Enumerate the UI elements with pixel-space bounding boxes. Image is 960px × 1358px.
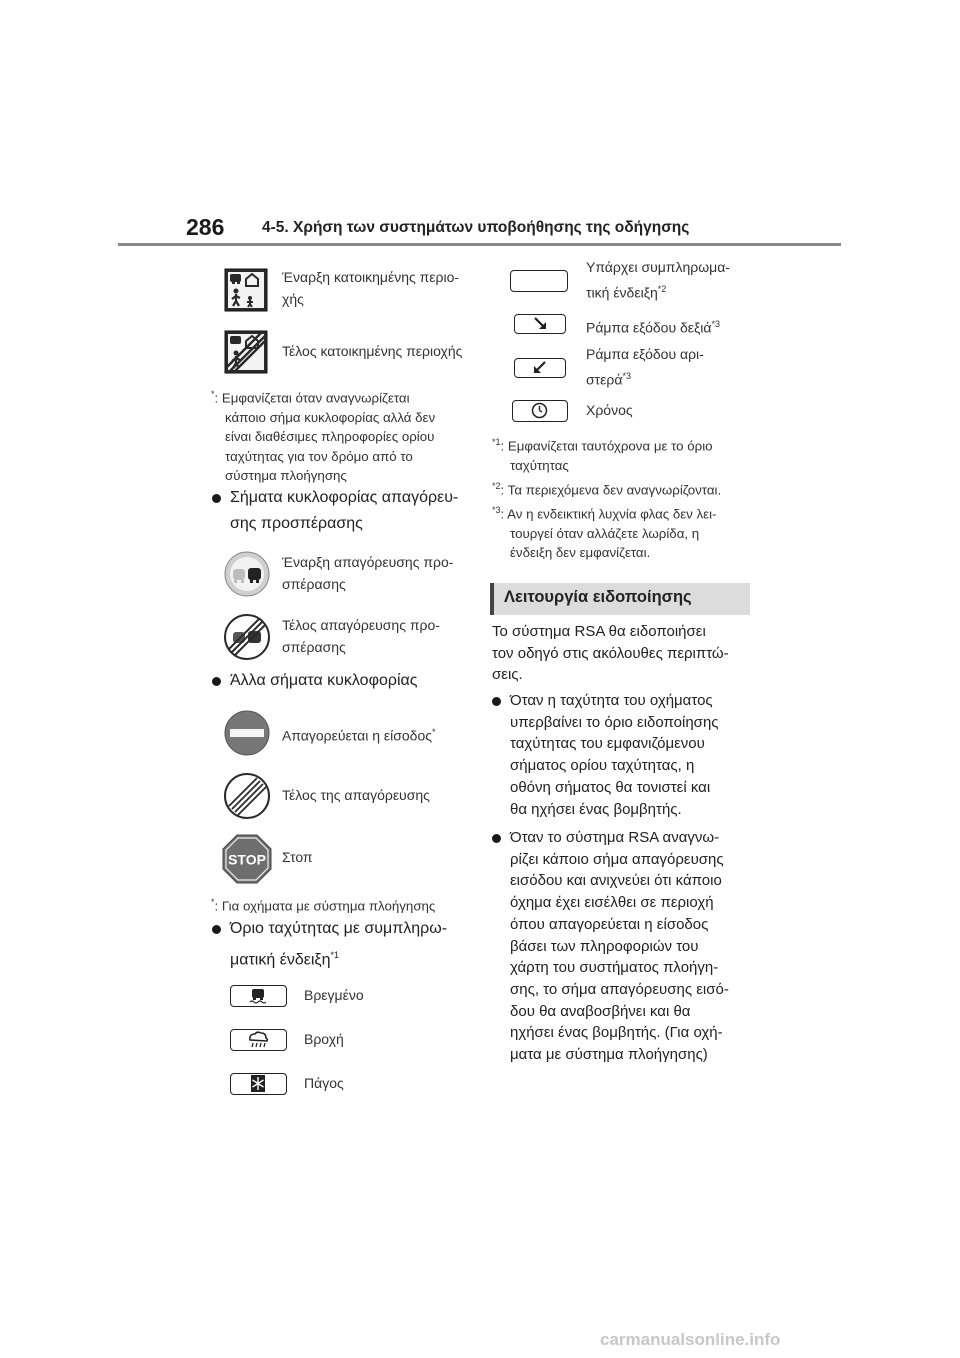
svg-text:STOP: STOP — [228, 851, 266, 868]
supplementary-blank-icon — [510, 270, 568, 292]
clock-icon — [512, 400, 568, 422]
left-exit-arrow-icon — [514, 358, 566, 378]
no-overtaking-start-label: Έναρξη απαγόρευσης προ- σπέρασης — [282, 554, 454, 592]
bullet — [212, 677, 221, 686]
chapter-title: 4-5. Χρήση των συστημάτων υποβοήθησης της οδήγησης — [262, 219, 690, 236]
bullet — [492, 834, 501, 843]
bullet — [492, 697, 501, 706]
section-heading: Λειτουργία ειδοποίησης — [490, 583, 750, 615]
end-of-prohibition-label: Τέλος της απαγόρευσης — [282, 787, 430, 803]
residential-end-label: Τέλος κατοικημένης περιοχής — [282, 343, 463, 359]
no-entry-label: Απαγορεύεται η είσοδος* — [282, 727, 436, 744]
left-exit-label: Ράμπα εξόδου αρι- στερά$^{*3}$ — [586, 346, 704, 388]
watermark: carmanualsonline.info — [600, 1330, 781, 1349]
no-overtaking-end-label: Τέλος απαγόρευσης προ- σπέρασης — [282, 617, 440, 655]
residential-start-icon — [224, 268, 268, 312]
rain-label: Βροχή — [304, 1031, 344, 1047]
wet-road-label: Βρεγμένο — [304, 987, 364, 1003]
stop-sign-icon — [222, 834, 272, 884]
time-label: Χρόνος — [586, 402, 633, 418]
rain-icon — [230, 1029, 287, 1051]
bullet — [212, 925, 221, 934]
footnote-unknown-limit: *: Εμφανίζεται όταν αναγνωρίζεται κάποιο σήμα κυκλοφορίας αλλά δεν είναι διαθέσιμες πληροφορίες ορίου ταχύτητας για τον δρόμο από το σύστημα πλοήγησης — [211, 389, 436, 484]
residential-end-icon — [224, 330, 268, 374]
stop-label: Στοπ — [282, 849, 313, 865]
intro-paragraph: Το σύστημα RSA θα ειδοποιήσει τον οδηγό στις ακόλουθες περιπτώ- σεις. — [492, 623, 729, 684]
no-overtaking-start-icon — [224, 551, 270, 597]
page-number: 286 — [186, 214, 225, 240]
end-of-prohibition-icon — [224, 773, 270, 819]
footnote-3: $^{*3}$: Αν η ενδεικτική λυχνία φλας δεν λει- τουργεί όταν αλλάζετε λωρίδα, η ένδειξη δεν εμφανίζεται. — [492, 505, 717, 561]
bullet-no-entry-warning: Όταν το σύστημα RSA αναγνω- ρίζει κάποιο σήμα απαγόρευσης εισόδου και ανιχνεύει ότι κάποιο όχημα έχει εισέλθει σε περιοχή όπου απαγορεύεται η είσοδος βάσει των πληροφοριών του χάρτη του συστήματος πλοήγη- σης, το σήμα απαγόρευσης εισό- δου θα αναβοσβήνει και θα ηχήσει ένας βομβητής. (Για οχή- ματα με σύστημα πλοήγησης) — [510, 829, 729, 1064]
wet-road-icon — [230, 985, 287, 1007]
heading-no-overtaking: Σήματα κυκλοφορίας απαγόρευ- σης προσπέρασης — [230, 489, 459, 532]
footnote-1: $^{*1}$: Εμφανίζεται ταυτόχρονα με το όριο ταχύτητας — [492, 437, 713, 473]
footnote-navigation: *: Για οχήματα με σύστημα πλοήγησης — [211, 897, 436, 914]
residential-start-label: Έναρξη κατοικημένης περιο- χής — [282, 269, 460, 307]
supplementary-blank-label: Υπάρχει συμπληρωμα- τική ένδειξη$^{*2}$ — [586, 259, 730, 301]
ice-label: Πάγος — [304, 1075, 344, 1091]
no-overtaking-end-icon — [224, 614, 270, 660]
heading-other-signs: Άλλα σήματα κυκλοφορίας — [230, 672, 418, 689]
no-entry-icon — [224, 710, 270, 756]
heading-speed-supplementary: Όριο ταχύτητας με συμπληρω- ματική ένδειξη$^{*1}$ — [230, 920, 448, 969]
bullet — [212, 494, 221, 503]
footnote-2: $^{*2}$: Τα περιεχόμενα δεν αναγνωρίζονται. — [492, 481, 722, 498]
bullet-speed-warning: Όταν η ταχύτητα του οχήματος υπερβαίνει το όριο ειδοποίησης ταχύτητας του εμφανιζόμενου σήματος ορίου ταχύτητας, η οθόνη σήματος θα τονιστεί και θα ηχήσει ένας βομβητής. — [510, 692, 719, 818]
right-exit-arrow-icon — [514, 314, 566, 334]
ice-icon — [230, 1073, 287, 1095]
right-exit-label: Ράμπα εξόδου δεξιά$^{*3}$ — [586, 319, 721, 336]
header-divider — [118, 243, 841, 246]
